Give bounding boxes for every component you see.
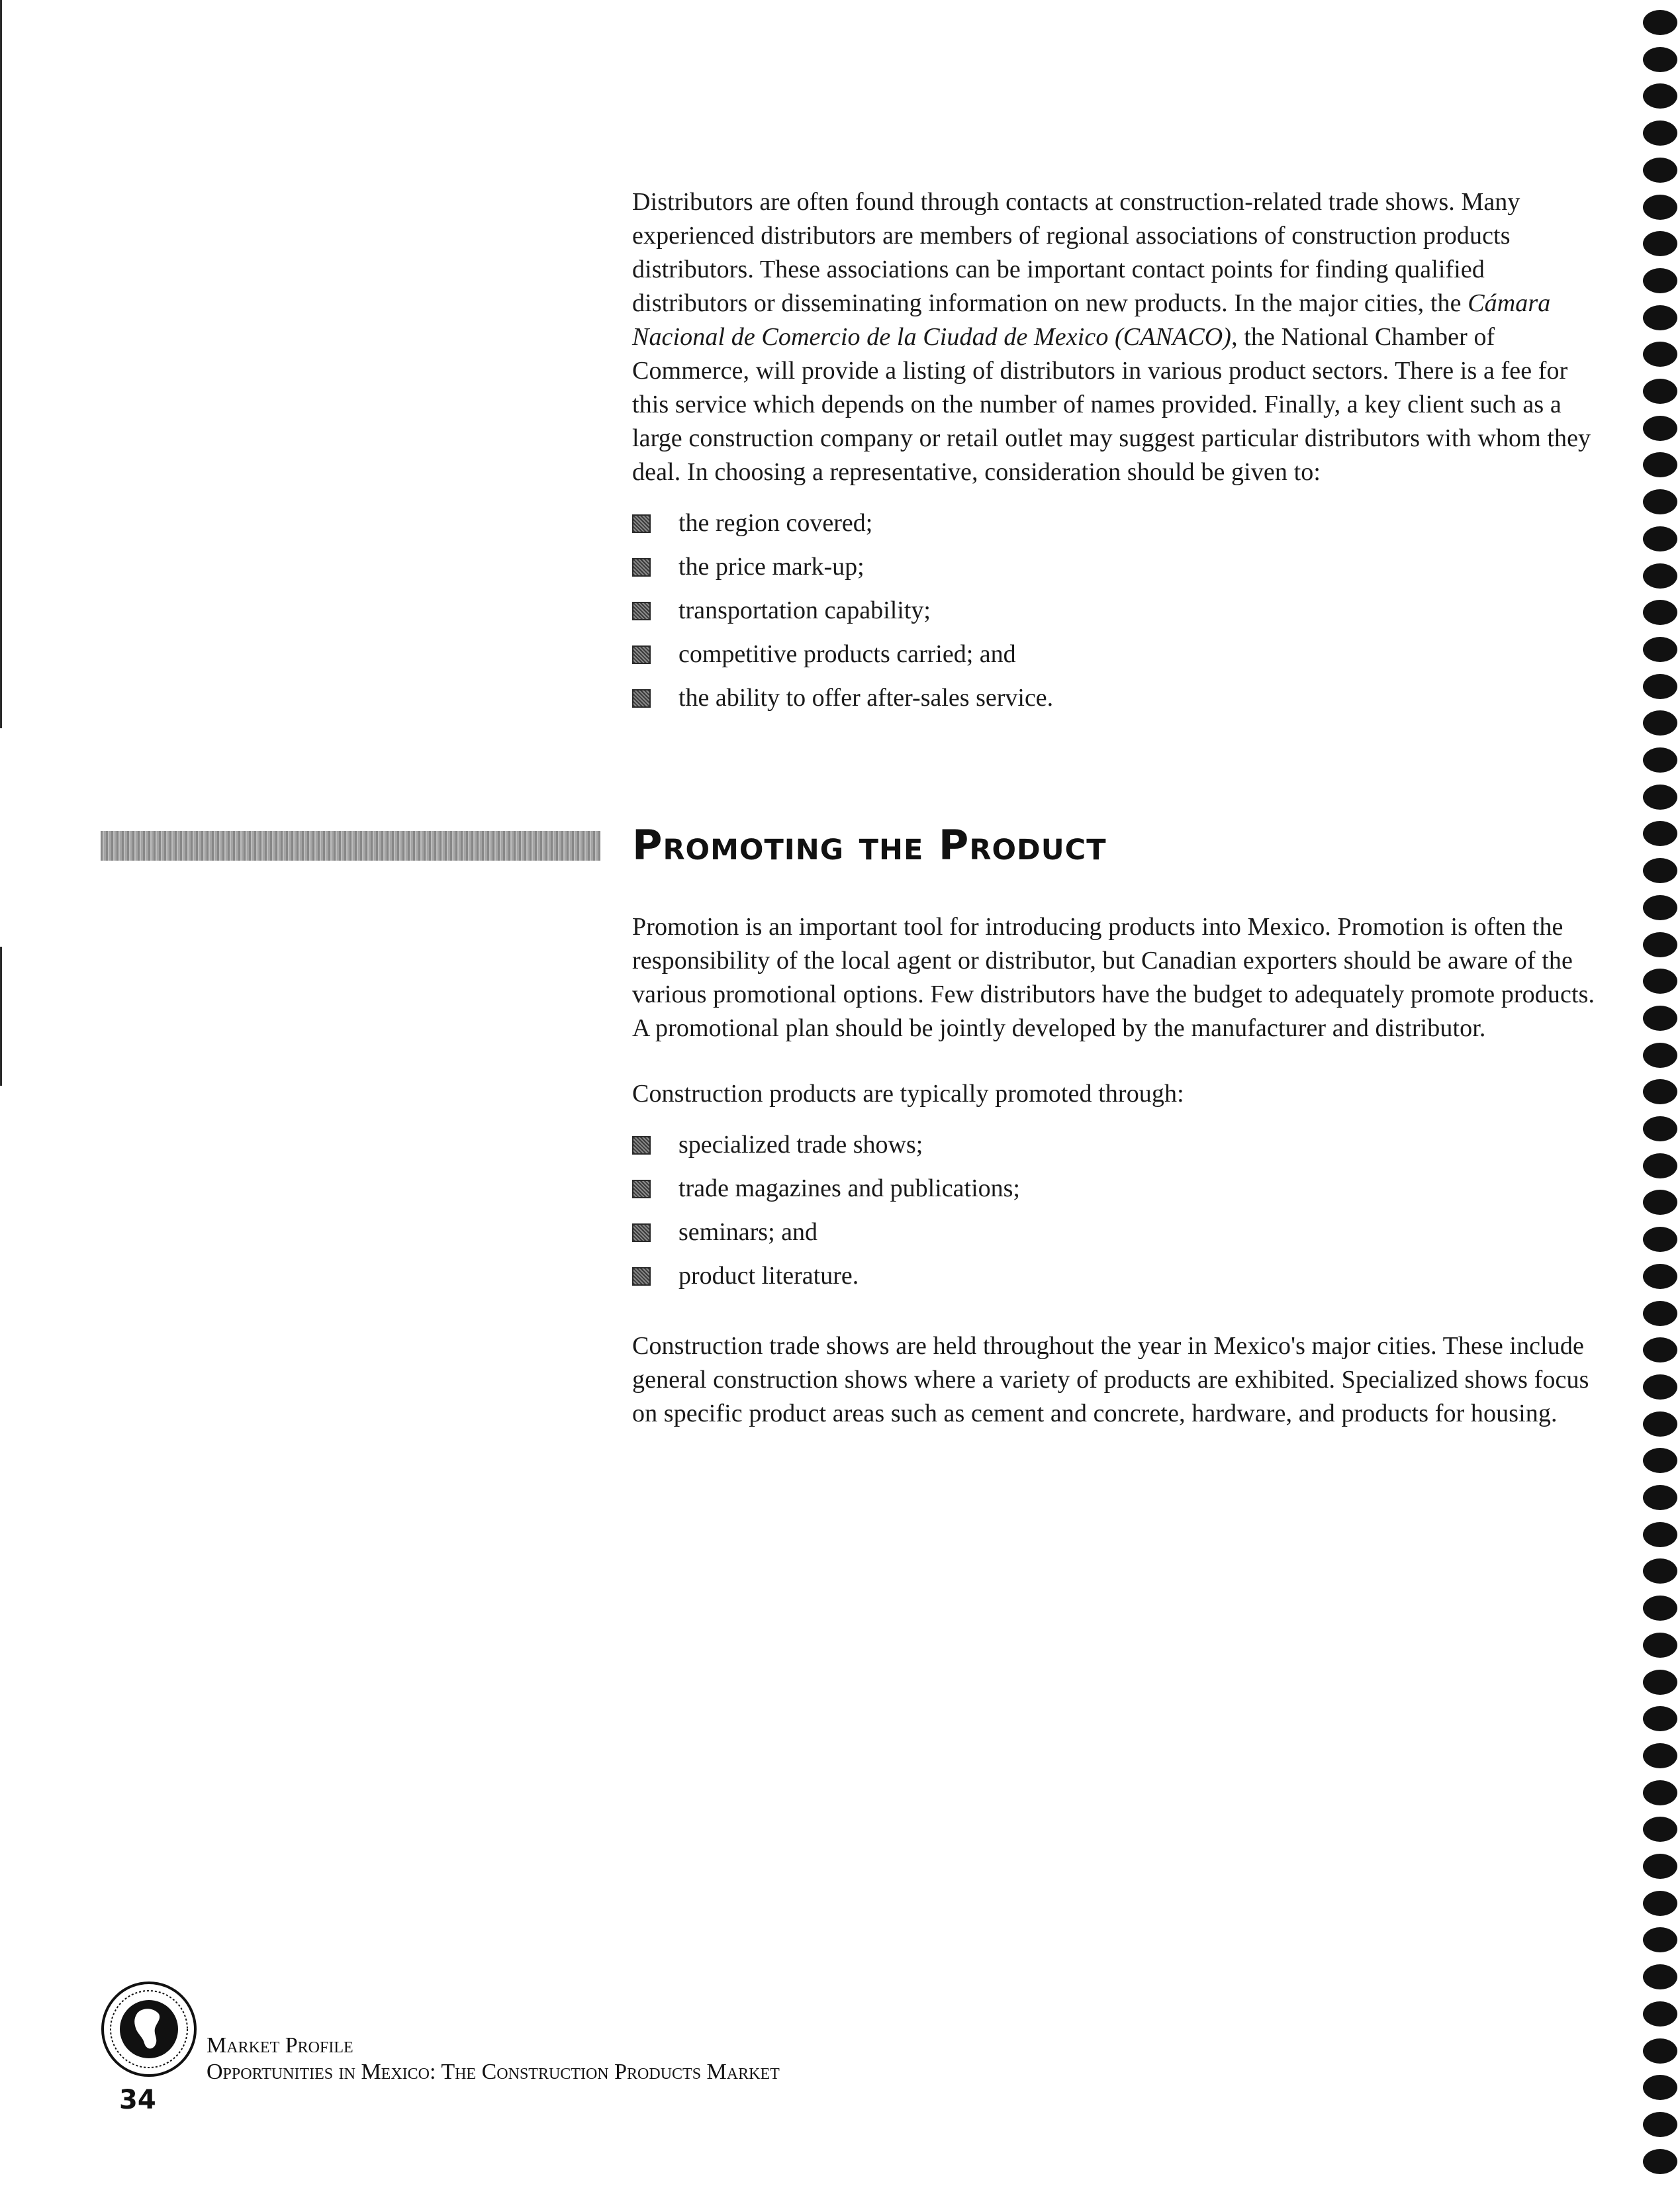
- binding-hole: [1643, 600, 1677, 625]
- binding-hole: [1643, 710, 1677, 736]
- binding-hole: [1643, 489, 1677, 514]
- intro-paragraph-text-end: , the National Chamber of Commerce, will provide a listing of distributors in various product sectors. There is a fee for this service which depends on the number of names provided. Finally, a key client such as a large construction company or retail outlet may suggest particular distributors with whom they deal. In choosing a representative, consideration should be given to:: [632, 323, 1591, 486]
- bullet-square-icon: [632, 558, 651, 577]
- binding-hole: [1643, 1522, 1677, 1547]
- binding-hole: [1643, 747, 1677, 773]
- binding-hole: [1643, 1079, 1677, 1104]
- bullet-square-icon: [632, 689, 651, 708]
- bullet-square-icon: [632, 1267, 651, 1286]
- binding-hole: [1643, 305, 1677, 330]
- binding-hole: [1643, 120, 1677, 146]
- list-item-text: seminars; and: [678, 1218, 818, 1246]
- binding-hole: [1643, 1374, 1677, 1400]
- binding-hole: [1643, 1264, 1677, 1289]
- binding-hole: [1643, 47, 1677, 72]
- trade-shows-paragraph: Construction trade shows are held throughout the year in Mexico's major cities. These include general construction shows where a variety of products are exhibited. Specialized shows focus on specific product areas such as cement and concrete, hardware, and products for housing.: [632, 1332, 1589, 1427]
- binding-hole: [1643, 895, 1677, 920]
- list-item-text: the region covered;: [678, 509, 873, 537]
- intro-paragraph: [632, 185, 1599, 489]
- list-item: [632, 1210, 1599, 1254]
- binding-hole: [1643, 1891, 1677, 1916]
- list-item-text: specialized trade shows;: [678, 1131, 923, 1159]
- binding-hole: [1643, 2001, 1677, 2027]
- page-footer: [99, 1980, 960, 2115]
- binding-hole: [1643, 1301, 1677, 1326]
- binding-hole: [1643, 342, 1677, 367]
- binding-hole: [1643, 821, 1677, 846]
- spiral-binding: [1634, 0, 1680, 2196]
- binding-hole: [1643, 526, 1677, 551]
- canaco-name: Cámara Nacional de Comercio de la Ciudad de Mexico (CANACO): [632, 289, 1551, 351]
- list-item-text: the price mark-up;: [678, 553, 864, 581]
- representative-criteria-list: [632, 501, 1599, 720]
- binding-hole: [1643, 416, 1677, 441]
- binding-hole: [1643, 1116, 1677, 1141]
- page-edge-shadow: [0, 0, 2, 728]
- binding-hole: [1643, 969, 1677, 994]
- binding-hole: [1643, 379, 1677, 404]
- list-item-text: competitive products carried; and: [678, 640, 1016, 668]
- list-item-text: product literature.: [678, 1262, 859, 1290]
- binding-hole: [1643, 1558, 1677, 1584]
- bullet-square-icon: [632, 1180, 651, 1198]
- binding-hole: [1643, 674, 1677, 699]
- binding-hole: [1643, 1006, 1677, 1031]
- binding-hole: [1643, 1817, 1677, 1842]
- binding-hole: [1643, 1743, 1677, 1768]
- binding-hole: [1643, 1227, 1677, 1252]
- globe-seal-icon: [99, 1980, 199, 2079]
- bullet-square-icon: [632, 514, 651, 533]
- binding-hole: [1643, 563, 1677, 589]
- list-item: [632, 1167, 1599, 1210]
- binding-hole: [1643, 785, 1677, 810]
- section-heading: Promoting the Product: [632, 821, 1107, 869]
- binding-hole: [1643, 1485, 1677, 1510]
- bullet-square-icon: [632, 645, 651, 664]
- page-number: 34: [119, 2085, 156, 2115]
- bullet-square-icon: [632, 1223, 651, 1242]
- list-item: [632, 1123, 1599, 1167]
- promotion-paragraph: Promotion is an important tool for introducing products into Mexico. Promotion is often the responsibility of the local agent or distributor, but Canadian exporters should be aware of the various promotional options. Few distributors have the budget to adequately promote products. A promotional plan should be jointly developed by the manufacturer and distributor.: [632, 913, 1595, 1042]
- page-edge-shadow: [0, 947, 2, 1086]
- binding-hole: [1643, 1706, 1677, 1731]
- binding-hole: [1643, 858, 1677, 883]
- binding-hole: [1643, 2075, 1677, 2100]
- binding-hole: [1643, 1411, 1677, 1437]
- binding-hole: [1643, 637, 1677, 662]
- list-item: [632, 501, 1599, 545]
- intro-paragraph-text: Distributors are often found through contacts at construction-related trade shows. Many experienced distributors are members of regional associations of construction products distributors. These associations can be important contact points for finding qualified distributors or disseminating information on new products. In the major cities, the: [632, 188, 1520, 317]
- binding-hole: [1643, 158, 1677, 183]
- list-item-text: the ability to offer after-sales service.: [678, 684, 1054, 712]
- bullet-square-icon: [632, 1136, 651, 1155]
- binding-hole: [1643, 2112, 1677, 2137]
- binding-hole: [1643, 2038, 1677, 2064]
- intro-section: [632, 185, 1599, 720]
- binding-hole: [1643, 452, 1677, 477]
- binding-hole: [1643, 2149, 1677, 2174]
- binding-hole: [1643, 1927, 1677, 1952]
- binding-hole: [1643, 932, 1677, 957]
- binding-hole: [1643, 1670, 1677, 1695]
- binding-hole: [1643, 231, 1677, 256]
- list-item: [632, 545, 1599, 589]
- binding-hole: [1643, 1596, 1677, 1621]
- list-item-text: trade magazines and publications;: [678, 1174, 1020, 1202]
- promotion-section: [632, 910, 1599, 1431]
- binding-hole: [1643, 268, 1677, 293]
- list-item: [632, 676, 1599, 720]
- footer-publication-title: Opportunities in Mexico: The Construction Products Market: [207, 2060, 780, 2084]
- binding-hole: [1643, 83, 1677, 109]
- promotion-methods-list: [632, 1123, 1599, 1298]
- binding-hole: [1643, 1448, 1677, 1473]
- list-item: [632, 632, 1599, 676]
- binding-hole: [1643, 1780, 1677, 1805]
- binding-hole: [1643, 1337, 1677, 1362]
- promotion-methods-intro: Construction products are typically promoted through:: [632, 1080, 1184, 1108]
- list-item-text: transportation capability;: [678, 597, 931, 624]
- binding-hole: [1643, 1190, 1677, 1215]
- binding-hole: [1643, 1153, 1677, 1178]
- list-item: [632, 1254, 1599, 1298]
- binding-hole: [1643, 195, 1677, 220]
- footer-series-title: Market Profile: [207, 2033, 353, 2058]
- section-heading-bar: [101, 831, 600, 861]
- binding-hole: [1643, 10, 1677, 35]
- binding-hole: [1643, 1633, 1677, 1658]
- bullet-square-icon: [632, 602, 651, 620]
- binding-hole: [1643, 1854, 1677, 1879]
- binding-hole: [1643, 1043, 1677, 1068]
- binding-hole: [1643, 1964, 1677, 1989]
- list-item: [632, 589, 1599, 632]
